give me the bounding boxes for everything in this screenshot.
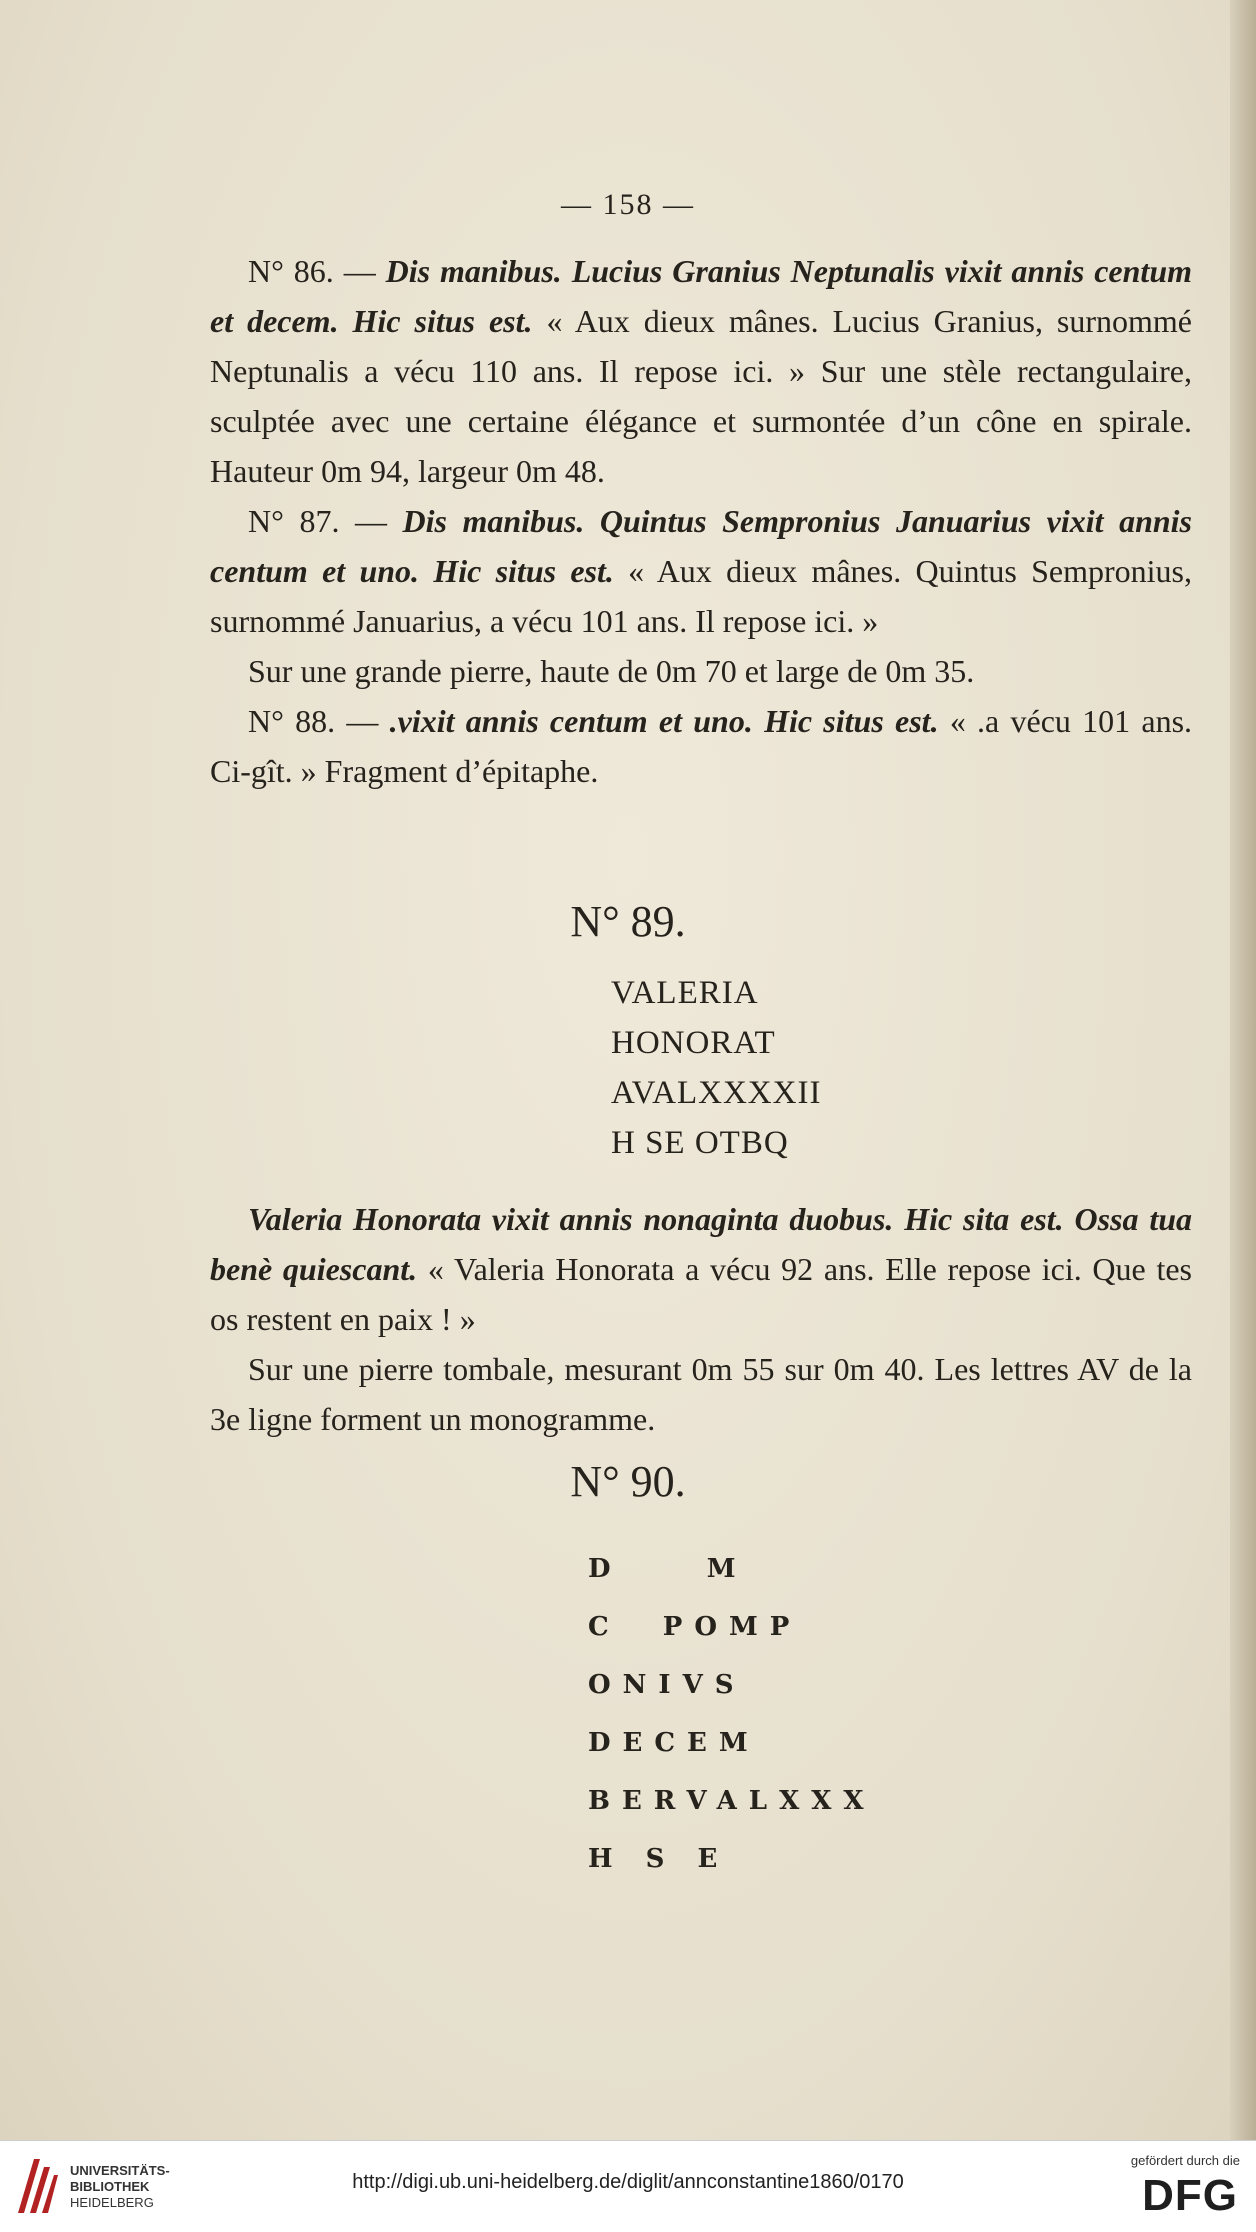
footer-bar — [0, 2140, 1256, 2232]
entry-89-french: « Valeria Honorata a vécu 92 ans. Elle repose ici. Que tes os restent en paix ! » — [210, 1251, 1193, 1337]
entry-89-translation — [210, 1194, 1192, 1344]
entry-89-note: Sur une pierre tombale, mesurant 0m 55 sur 0m 40. Les lettres AV de la 3e ligne forment un monogramme. — [210, 1351, 1192, 1437]
entry-88-head: N° 88. — — [248, 703, 390, 739]
inscription-line: AVALXXXXII — [611, 1075, 822, 1111]
inscription-line: H SE OTBQ — [611, 1125, 789, 1161]
entry-89-title: N° 89. — [570, 897, 686, 946]
entries-86-88 — [210, 246, 1192, 796]
inscription-line: VALERIA — [611, 975, 759, 1011]
inscription-line: H S E — [588, 1844, 730, 1874]
funding-caption: gefördert durch die — [1130, 2153, 1240, 2168]
entry-86-latin: Dis manibus. Lucius Granius Neptunalis vixit annis centum et decem. Hic situs est. — [210, 253, 1193, 339]
inscription-line: D M — [588, 1554, 748, 1584]
entry-88-french: « .a vécu 101 ans. Ci-gît. » Fragment d’épitaphe. — [210, 703, 1193, 789]
inscription-line: DECEM — [588, 1728, 760, 1758]
inscription-line: C POMP — [588, 1612, 802, 1642]
entry-87-head: N° 87. — — [248, 503, 403, 539]
inscription-line: BERVALXXX — [588, 1786, 876, 1816]
entry-89-text — [210, 1194, 1192, 1444]
page-number: — 158 — — [561, 188, 695, 221]
entry-87 — [210, 496, 1192, 646]
library-name-line: BIBLIOTHEK — [70, 2179, 150, 2194]
source-url-link[interactable]: http://digi.ub.uni-heidelberg.de/diglit/annconstantine1860/0170 — [352, 2171, 904, 2193]
entry-90-inscription — [588, 1540, 876, 1888]
dfg-logo: DFG — [1142, 2171, 1238, 2220]
inscription-line: HONORAT — [611, 1025, 776, 1061]
entry-87-note: Sur une grande pierre, haute de 0m 70 et large de 0m 35. — [248, 653, 975, 689]
entry-89-latin: Valeria Honorata vixit annis nonaginta duobus. Hic sita est. Ossa tua benè quiescant. — [210, 1201, 1192, 1287]
library-name-line: UNIVERSITÄTS- — [70, 2163, 170, 2178]
entry-88 — [210, 696, 1192, 796]
entry-87-french: « Aux dieux mânes. Quintus Sempronius, surnommé Januarius, a vécu 101 ans. Il repose ici. » — [210, 553, 1192, 639]
entry-86 — [210, 246, 1192, 496]
entry-86-head: N° 86. — — [248, 253, 386, 289]
entry-90-title: N° 90. — [570, 1457, 686, 1506]
page-edge-shadow — [1230, 0, 1256, 2140]
entry-88-latin: .vixit annis centum et uno. Hic situs est. — [389, 703, 939, 739]
inscription-line: ONIVS — [588, 1670, 746, 1700]
entry-86-french: « Aux dieux mânes. Lucius Granius, surnommé Neptunalis a vécu 110 ans. Il repose ici. » Sur une stèle rectangulaire, sculptée avec une certaine élégance et surmontée d’un cône en spirale. Hauteur 0m 94, largeur 0m 48. — [210, 303, 1193, 489]
library-name-line: HEIDELBERG — [70, 2195, 154, 2210]
entry-87-latin: Dis manibus. Quintus Sempronius Januarius vixit annis centum et uno. Hic situs est. — [210, 503, 1193, 589]
entry-89-inscription — [611, 968, 821, 1168]
